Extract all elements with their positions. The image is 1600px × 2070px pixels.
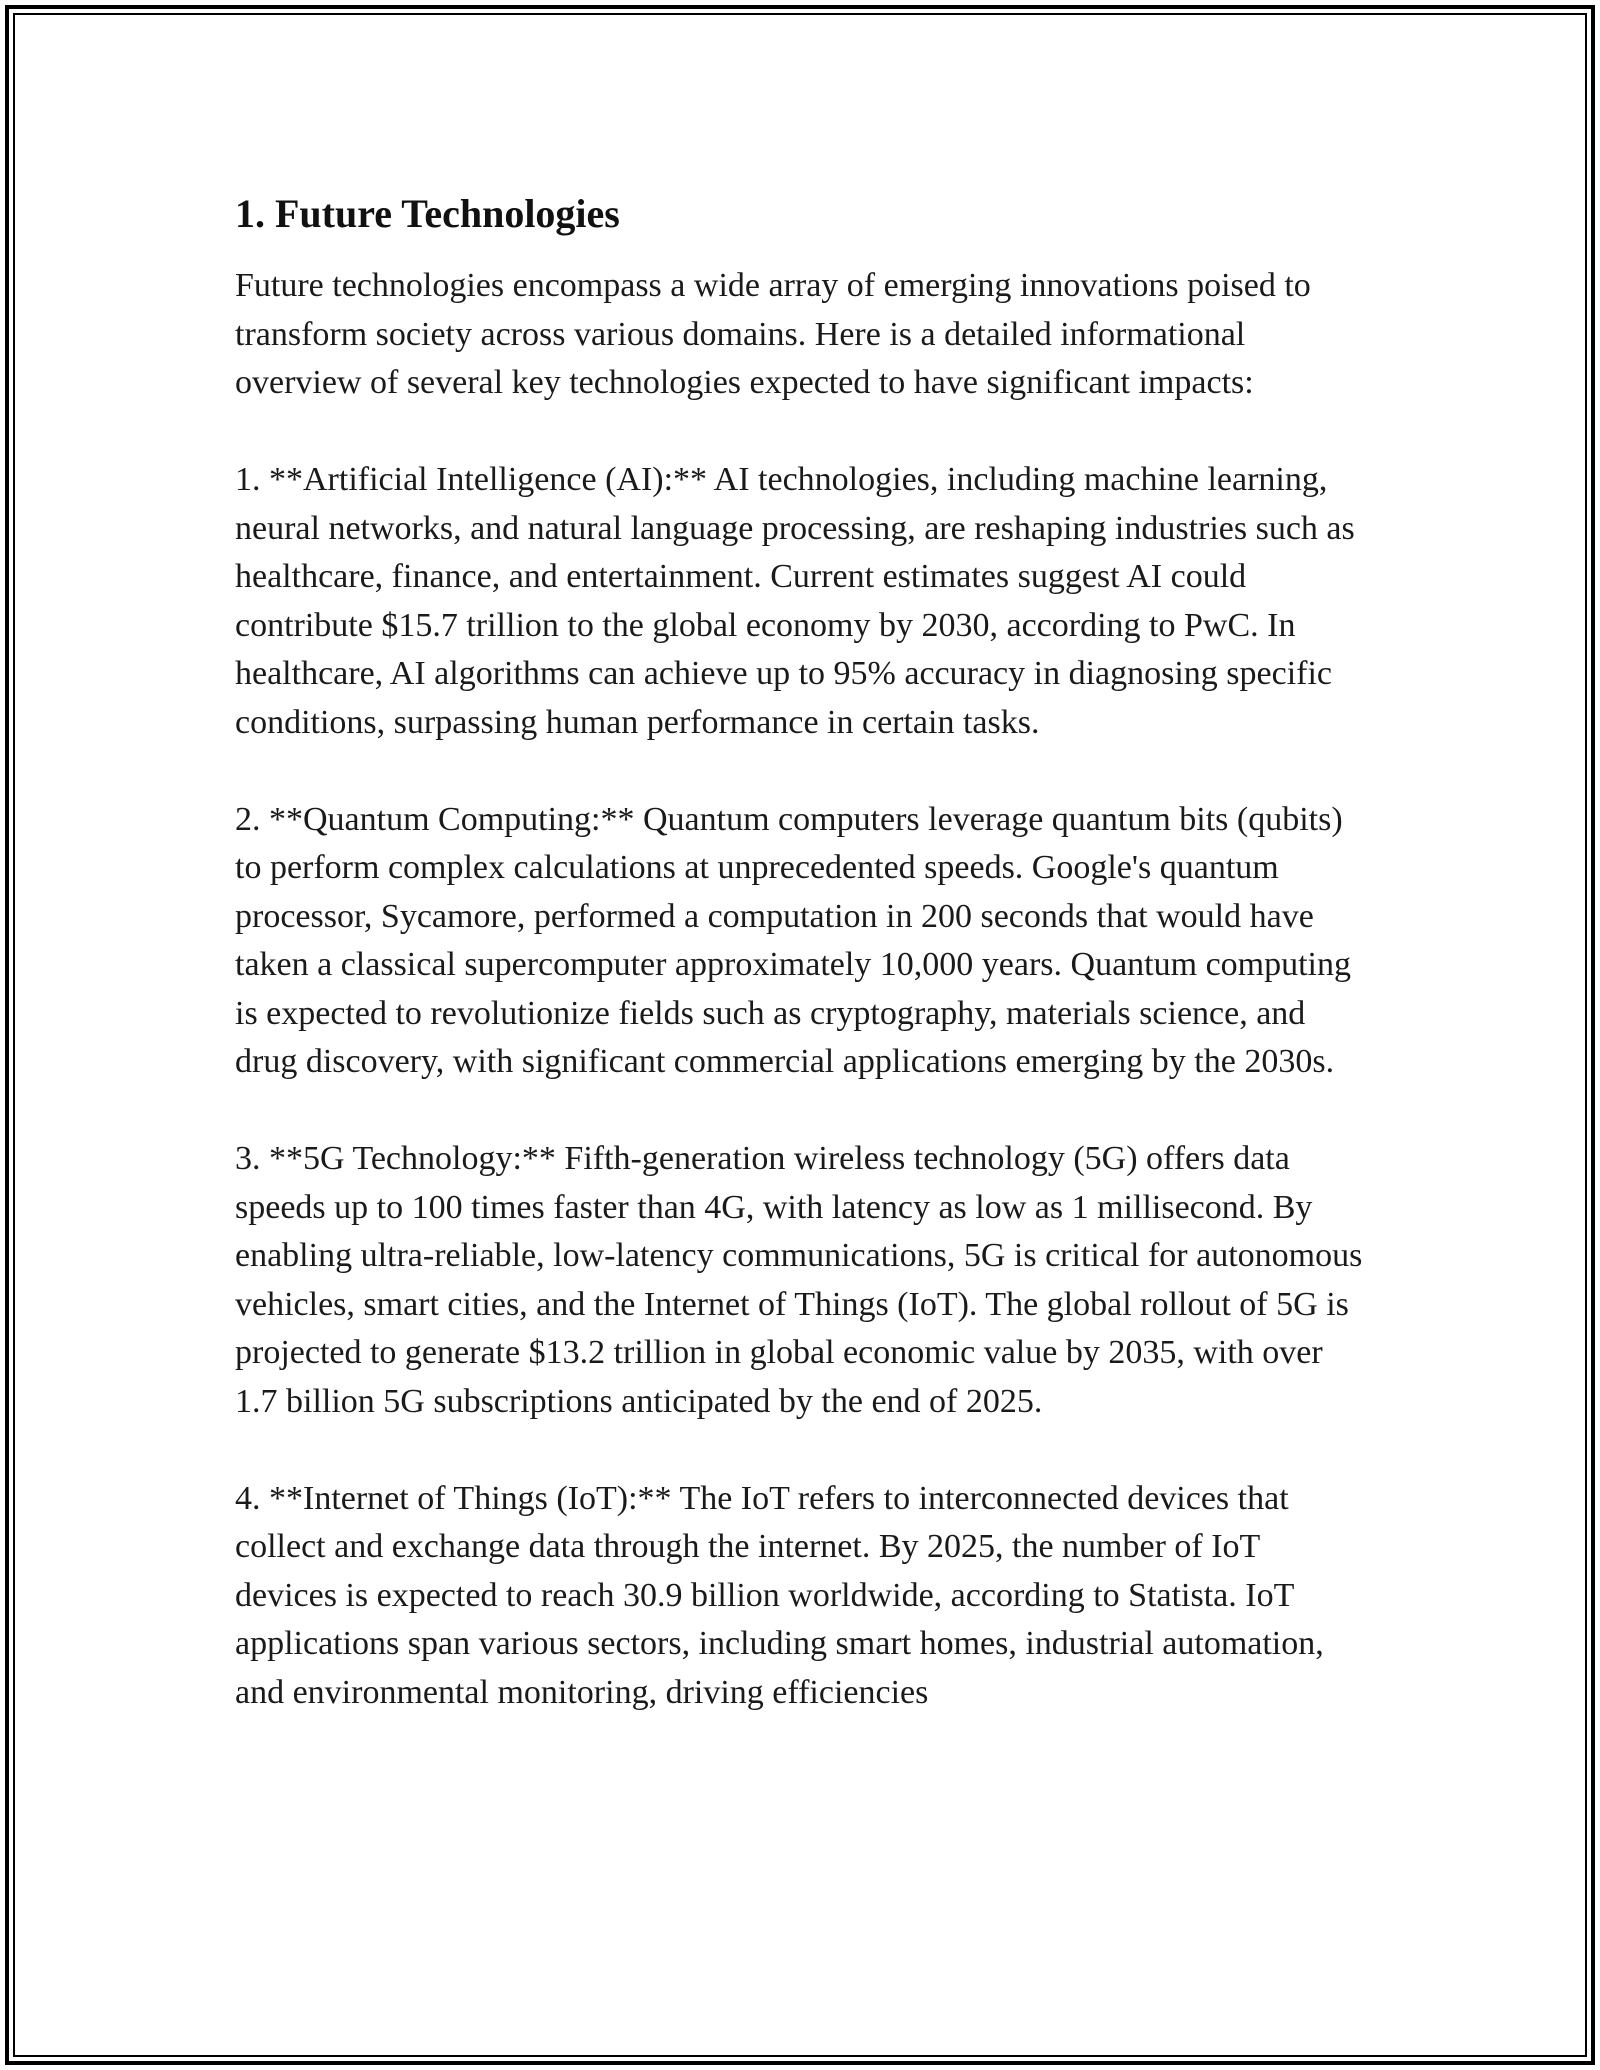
- ai-paragraph: 1. **Artificial Intelligence (AI):** AI technologies, including machine learning, neural networks, and natural language processing, are reshaping industries such as healthcare, finance, and entertainment. Current estimates suggest AI could contribute $15.7 trillion to the global economy by 2030, according to PwC. In healthcare, AI algorithms can achieve up to 95% accuracy in diagnosing specific conditions, surpassing human performance in certain tasks.: [235, 461, 1355, 741]
- document-body: [235, 186, 1370, 1766]
- intro-paragraph: Future technologies encompass a wide array of emerging innovations poised to transform society across various domains. Here is a detailed informational overview of several key technologies expected to have significant impacts:: [235, 267, 1311, 401]
- iot-paragraph: 4. **Internet of Things (IoT):** The IoT refers to interconnected devices that collect and exchange data through the internet. By 2025, the number of IoT devices is expected to reach 30.9 billion worldwide, according to Statista. IoT applications span various sectors, including smart homes, industrial automation, and environmental monitoring, driving efficiencies: [235, 1479, 1324, 1711]
- quantum-computing-paragraph: 2. **Quantum Computing:** Quantum computers leverage quantum bits (qubits) to perform complex calculations at unprecedented speeds. Google's quantum processor, Sycamore, performed a computation in 200 seconds that would have taken a classical supercomputer approximately 10,000 years. Quantum computing is expected to revolutionize fields such as cryptography, materials science, and drug discovery, with significant commercial applications emerging by the 2030s.: [235, 800, 1352, 1080]
- section-heading: 1. Future Technologies: [235, 191, 620, 236]
- 5g-technology-paragraph: 3. **5G Technology:** Fifth-generation wireless technology (5G) offers data speeds up to 100 times faster than 4G, with latency as low as 1 millisecond. By enabling ultra-reliable, low-latency communications, 5G is critical for autonomous vehicles, smart cities, and the Internet of Things (IoT). The global rollout of 5G is projected to generate $13.2 trillion in global economic value by 2035, with over 1.7 billion 5G subscriptions anticipated by the end of 2025.: [235, 1140, 1363, 1420]
